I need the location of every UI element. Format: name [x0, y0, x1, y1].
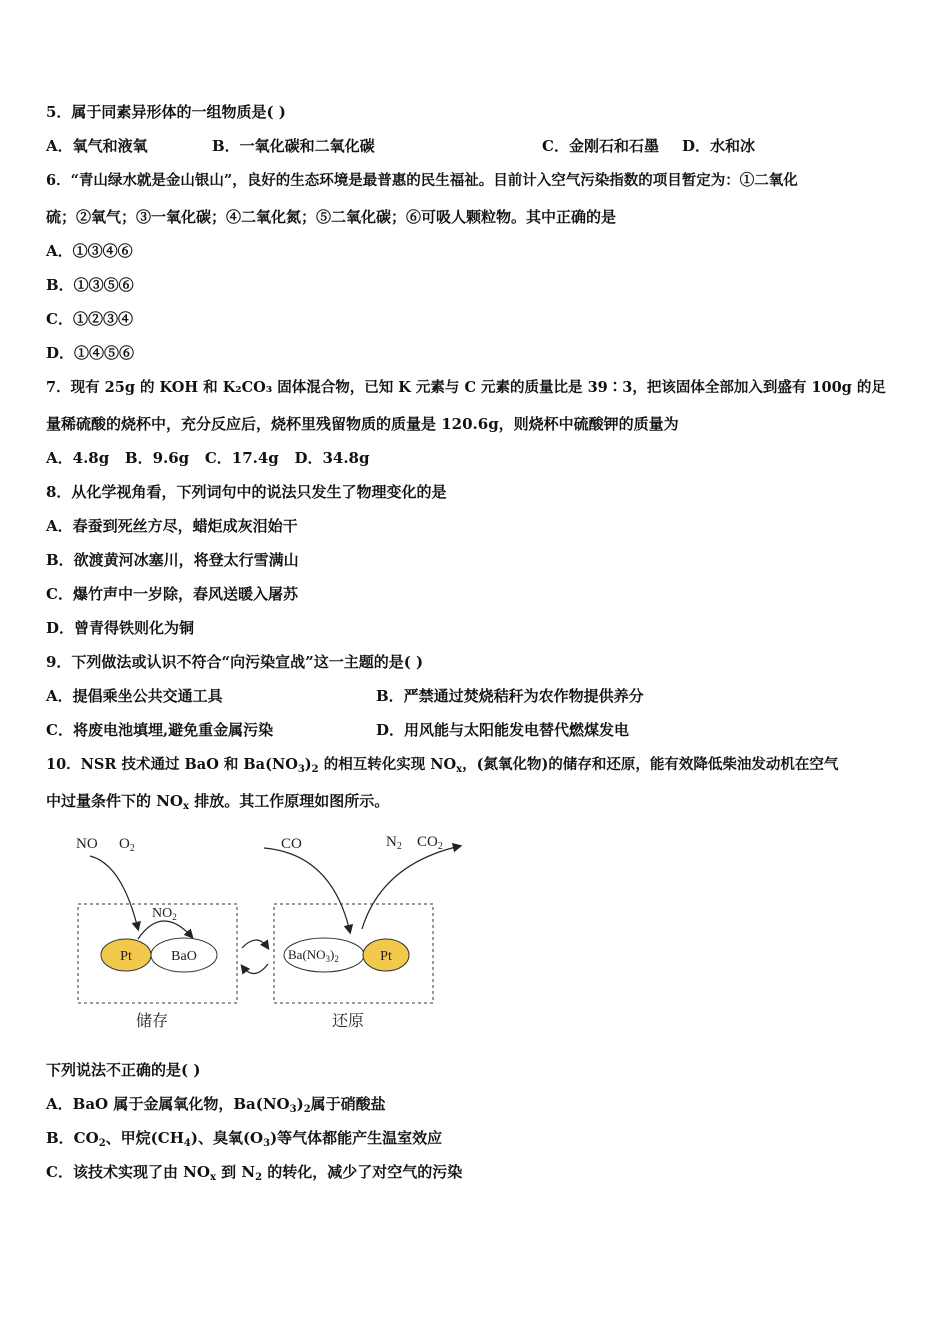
q7-stem-line2: 量稀硫酸的烧杯中，充分反应后，烧杯里残留物质的质量是 120.6g，则烧杯中硫酸钾的质量为: [46, 415, 679, 433]
co-input-label: CO: [281, 836, 302, 852]
arrow-cycle-bottom: [242, 964, 268, 974]
arrow-into-reduction: [264, 848, 350, 932]
q5-option-b: B．一氧化碳和二氧化碳: [212, 137, 375, 155]
q6-option-c: C．①②③④: [46, 310, 133, 328]
pt-label-right: Pt: [380, 949, 392, 964]
q10-question: 下列说法不正确的是( ): [46, 1061, 201, 1079]
q6-stem-line1: 6．“青山绿水就是金山银山”，良好的生态环境是最普惠的民生福祉。目前计入空气污染指数的项目暂定为：①二氧化: [46, 172, 798, 189]
q10-option-a: A．BaO 属于金属氧化物，$Ba(NO_3)_2$属于硝酸盐: [46, 1095, 386, 1115]
q6-option-a: A．①③④⑥: [46, 242, 133, 260]
q9-option-c: C．将废电池填埋,避免重金属污染: [46, 721, 274, 739]
q10-option-c: C．该技术实现了由 $NO_x$ 到 $N_2$ 的转化，减少了对空气的污染: [46, 1163, 463, 1183]
q9-option-a: A．提倡乘坐公共交通工具: [46, 687, 223, 705]
arrow-cycle-top: [242, 940, 268, 948]
no-input-label: NO: [76, 836, 98, 852]
q10-stem-line2: 中过量条件下的 $NO_x$ 排放。其工作原理如图所示。: [46, 792, 390, 812]
arrow-pt-to-bao: [138, 921, 192, 939]
n2-output-label: $N_2$: [386, 834, 402, 852]
q6-stem-line2: 硫；②氧气；③一氧化碳；④二氧化氮；⑤二氧化碳；⑥可吸人颗粒物。其中正确的是: [46, 208, 617, 226]
q10-option-b: B．$CO_2$、甲烷$(CH_4)$、臭氧$(O_3)$等气体都能产生温室效应: [46, 1129, 443, 1149]
ba-nitrate-label: $Ba(NO_3)_2$: [288, 947, 339, 964]
q8-option-b: B．欲渡黄河冰塞川，将登太行雪满山: [46, 551, 299, 569]
q8-stem: 8．从化学视角看，下列词句中的说法只发生了物理变化的是: [46, 483, 447, 501]
bao-label: BaO: [171, 949, 197, 964]
reduction-caption: 还原: [331, 1013, 365, 1030]
q9-option-b: B．严禁通过焚烧秸秆为农作物提供养分: [376, 687, 644, 705]
q9-stem: 9．下列做法或认识不符合“向污染宣战”这一主题的是( ): [46, 653, 424, 671]
co2-output-label: $CO_2$: [417, 834, 443, 852]
q8-option-c: C．爆竹声中一岁除，春风送暖入屠苏: [46, 585, 298, 603]
q5-option-a: A．氧气和液氧: [46, 137, 148, 155]
q6-option-d: D．①④⑤⑥: [46, 344, 135, 362]
q8-option-a: A．春蚕到死丝方尽，蜡炬成灰泪始干: [46, 517, 298, 535]
q5-option-c: C．金刚石和石墨: [542, 137, 659, 155]
o2-input-label: $O_2$: [119, 836, 135, 854]
q5-stem: 5．属于同素异形体的一组物质是( ): [46, 103, 286, 121]
q10-stem-line1: 10．NSR 技术通过 BaO 和 $Ba(NO_3)_2$ 的相互转化实现 $NO_x$，(氮氧化物)的储存和还原，能有效降低柴油发动机在空气: [46, 756, 839, 775]
q7-stem-line1: 7．现有 25g 的 KOH 和 K₂CO₃ 固体混合物，已知 K 元素与 C 元素的质量比是 39∶3，把该固体全部加入到盛有 100g 的足: [46, 379, 886, 396]
no2-label: $NO_2$: [152, 906, 177, 922]
nsr-diagram: [62, 824, 482, 1039]
q5-option-d: D．水和冰: [682, 137, 756, 155]
arrow-out-reduction: [362, 846, 460, 929]
pt-label-left: Pt: [120, 949, 132, 964]
arrow-into-storage: [90, 856, 138, 929]
q8-option-d: D．曾青得铁则化为铜: [46, 619, 195, 637]
q6-option-b: B．①③⑤⑥: [46, 276, 134, 294]
storage-caption: 储存: [135, 1013, 169, 1030]
q7-options: A．4.8g B．9.6g C．17.4g D．34.8g: [46, 449, 370, 467]
q9-option-d: D．用风能与太阳能发电替代燃煤发电: [376, 721, 630, 739]
